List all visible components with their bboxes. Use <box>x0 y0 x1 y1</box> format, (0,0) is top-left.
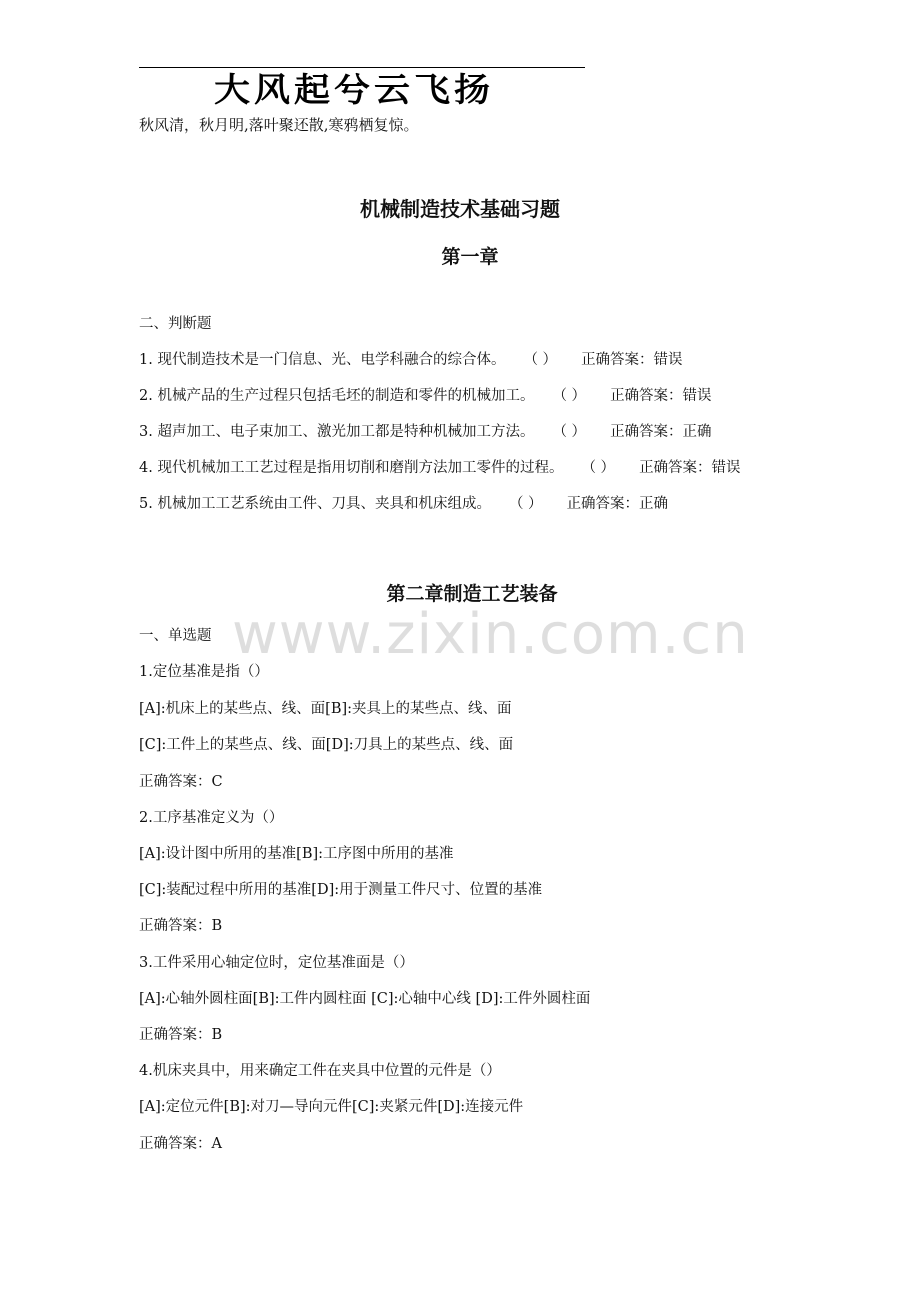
question-text: 4. 现代机械加工工艺过程是指用切削和磨削方法加工零件的过程。 <box>139 460 564 476</box>
question-text: 2. 机械产品的生产过程只包括毛坯的制造和零件的机械加工。 <box>139 388 535 404</box>
correct-answer: 正确答案：错误 <box>639 460 741 476</box>
chapter-2-heading: 第二章制造工艺装备 <box>386 583 558 605</box>
correct-answer-line: 正确答案：A <box>139 1136 222 1152</box>
chapter-1-heading: 第一章 <box>441 246 499 268</box>
true-false-item <box>139 493 668 515</box>
section-single-choice-heading: 一、单选题 <box>139 628 212 644</box>
true-false-item <box>139 349 683 371</box>
answer-blank: （ ） <box>552 424 587 440</box>
answer-blank: （ ） <box>581 460 616 476</box>
true-false-item <box>139 385 712 407</box>
question-line: 3.工件采用心轴定位时，定位基准面是（） <box>139 955 414 971</box>
question-line: 4.机床夹具中，用来确定工件在夹具中位置的元件是（） <box>139 1063 501 1079</box>
answer-blank: （ ） <box>523 352 558 368</box>
correct-answer: 正确答案：正确 <box>566 496 669 512</box>
correct-answer: 正确答案：错误 <box>610 388 712 404</box>
true-false-item <box>139 457 741 479</box>
correct-answer: 正确答案：正确 <box>610 424 712 440</box>
site-watermark: www.zixin.com.cn <box>232 602 749 667</box>
question-text: 5. 机械加工工艺系统由工件、刀具、夹具和机床组成。 <box>139 496 491 512</box>
correct-answer: 正确答案：错误 <box>581 352 683 368</box>
option-line: [A]:机床上的某些点、线、面[B]:夹具上的某些点、线、面 <box>139 701 512 717</box>
answer-blank: （ ） <box>552 388 587 404</box>
question-text: 1. 现代制造技术是一门信息、光、电学科融合的综合体。 <box>139 352 506 368</box>
option-line: [C]:工件上的某些点、线、面[D]:刀具上的某些点、线、面 <box>139 737 514 753</box>
correct-answer-line: 正确答案：C <box>139 774 223 790</box>
option-line: [A]:定位元件[B]:对刀—导向元件[C]:夹紧元件[D]:连接元件 <box>139 1099 524 1115</box>
document-title: 机械制造技术基础习题 <box>360 197 560 221</box>
brush-calligraphy-title: 大风起兮云飞扬 <box>214 70 495 110</box>
true-false-item <box>139 421 712 443</box>
option-line: [A]:心轴外圆柱面[B]:工件内圆柱面 [C]:心轴中心线 [D]:工件外圆柱面 <box>139 991 591 1007</box>
answer-blank: （ ） <box>508 496 543 512</box>
poem-line: 秋风清，秋月明,落叶聚还散,寒鸦栖复惊。 <box>139 116 419 134</box>
question-line: 1.定位基准是指（） <box>139 664 269 680</box>
section-true-false-heading: 二、判断题 <box>139 316 212 332</box>
correct-answer-line: 正确答案：B <box>139 1027 223 1043</box>
option-line: [C]:装配过程中所用的基准[D]:用于测量工件尺寸、位置的基准 <box>139 882 543 898</box>
option-line: [A]:设计图中所用的基准[B]:工序图中所用的基准 <box>139 846 454 862</box>
correct-answer-line: 正确答案：B <box>139 918 223 934</box>
question-text: 3. 超声加工、电子束加工、激光加工都是特种机械加工方法。 <box>139 424 535 440</box>
question-line: 2.工序基准定义为（） <box>139 810 284 826</box>
